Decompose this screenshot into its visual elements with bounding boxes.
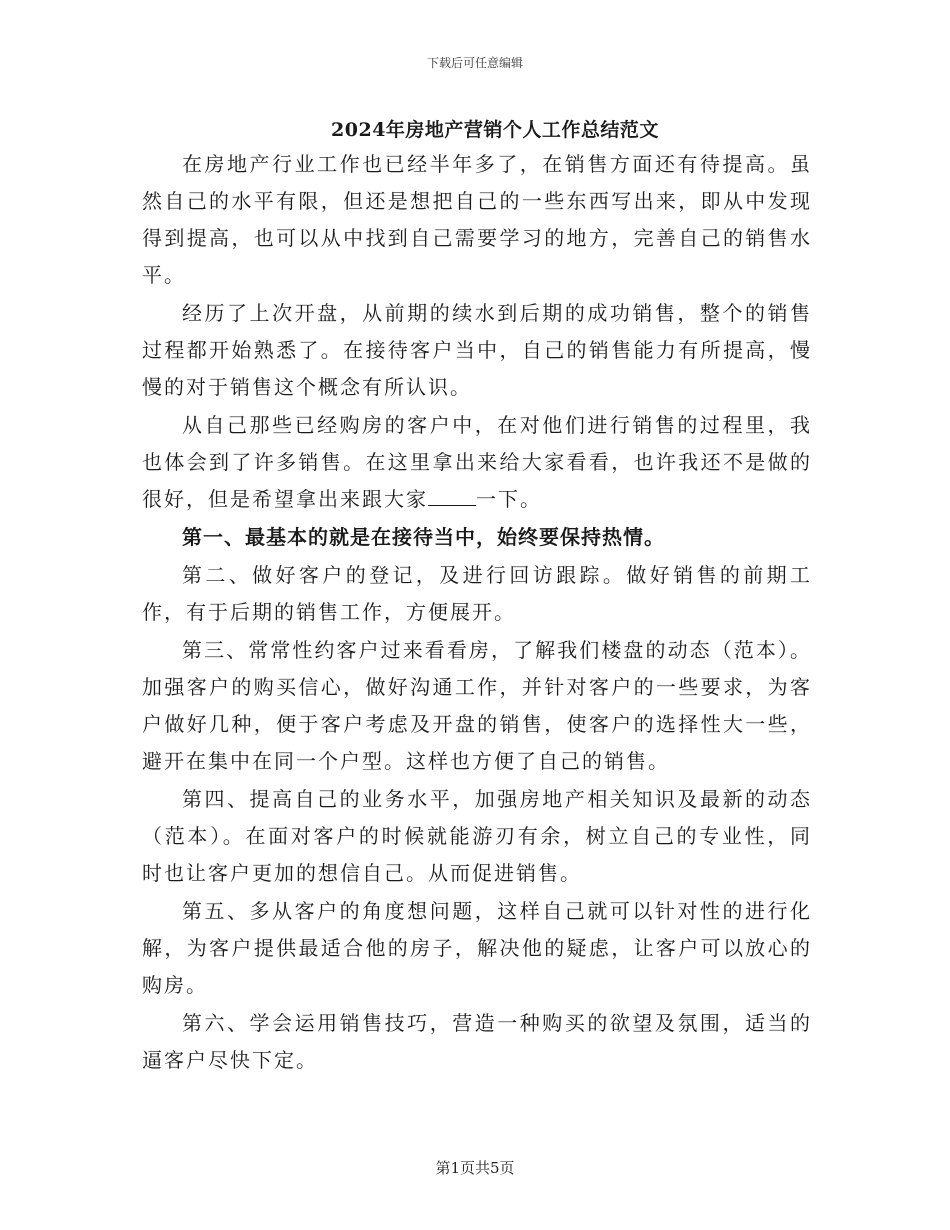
paragraph-sharing <box>142 407 812 518</box>
fill-blank <box>428 485 476 506</box>
paragraph-intro: 在房地产行业工作也已经半年多了，在销售方面还有待提高。虽然自己的水平有限，但还是想把自己的一些东西写出来，即从中发现得到提高，也可以从中找到自己需要学习的地方，完善自己的销售水平。 <box>142 152 812 287</box>
paragraph-point-6: 第六、学会运用销售技巧，营造一种购买的欲望及氛围，适当的逼客户尽快下定。 <box>142 1011 812 1072</box>
document-body <box>142 146 812 1080</box>
paragraph-point-5: 第五、多从客户的角度想问题，这样自己就可以针对性的进行化解，为客户提供最适合他的房子，解决他的疑虑，让客户可以放心的购房。 <box>142 899 812 997</box>
document-title: 2024年房地产营销个人工作总结范文 <box>331 119 659 141</box>
paragraph-sharing-text: 从自己那些已经购房的客户中，在对他们进行销售的过程里，我也体会到了许多销售。在这里拿出来给大家看看，也许我还不是做的很好，但是希望拿出来跟大家 <box>142 413 812 511</box>
paragraph-point-1: 第一、最基本的就是在接待当中，始终要保持热情。 <box>182 525 665 549</box>
paragraph-experience: 经历了上次开盘，从前期的续水到后期的成功销售，整个的销售过程都开始熟悉了。在接待客户当中，自己的销售能力有所提高，慢慢的对于销售这个概念有所认识。 <box>142 301 812 399</box>
paragraph-point-2: 第二、做好客户的登记，及进行回访跟踪。做好销售的前期工作，有于后期的销售工作，方便展开。 <box>142 563 812 624</box>
header-note: 下载后可任意编辑 <box>426 56 523 70</box>
paragraph-sharing-end: 一下。 <box>476 487 542 511</box>
paragraph-point-4: 第四、提高自己的业务水平，加强房地产相关知识及最新的动态（范本）。在面对客户的时候就能游刃有余，树立自己的专业性，同时也让客户更加的想信自己。从而促进销售。 <box>142 787 812 885</box>
page-number: 第1页共5页 <box>435 1159 515 1177</box>
paragraph-point-3: 第三、常常性约客户过来看看房，了解我们楼盘的动态（范本）。加强客户的购买信心，做好沟通工作，并针对客户的一些要求，为客户做好几种，便于客户考虑及开盘的销售，使客户的选择性大一些，避开在集中在同一个户型。这样也方便了自己的销售。 <box>142 638 812 773</box>
